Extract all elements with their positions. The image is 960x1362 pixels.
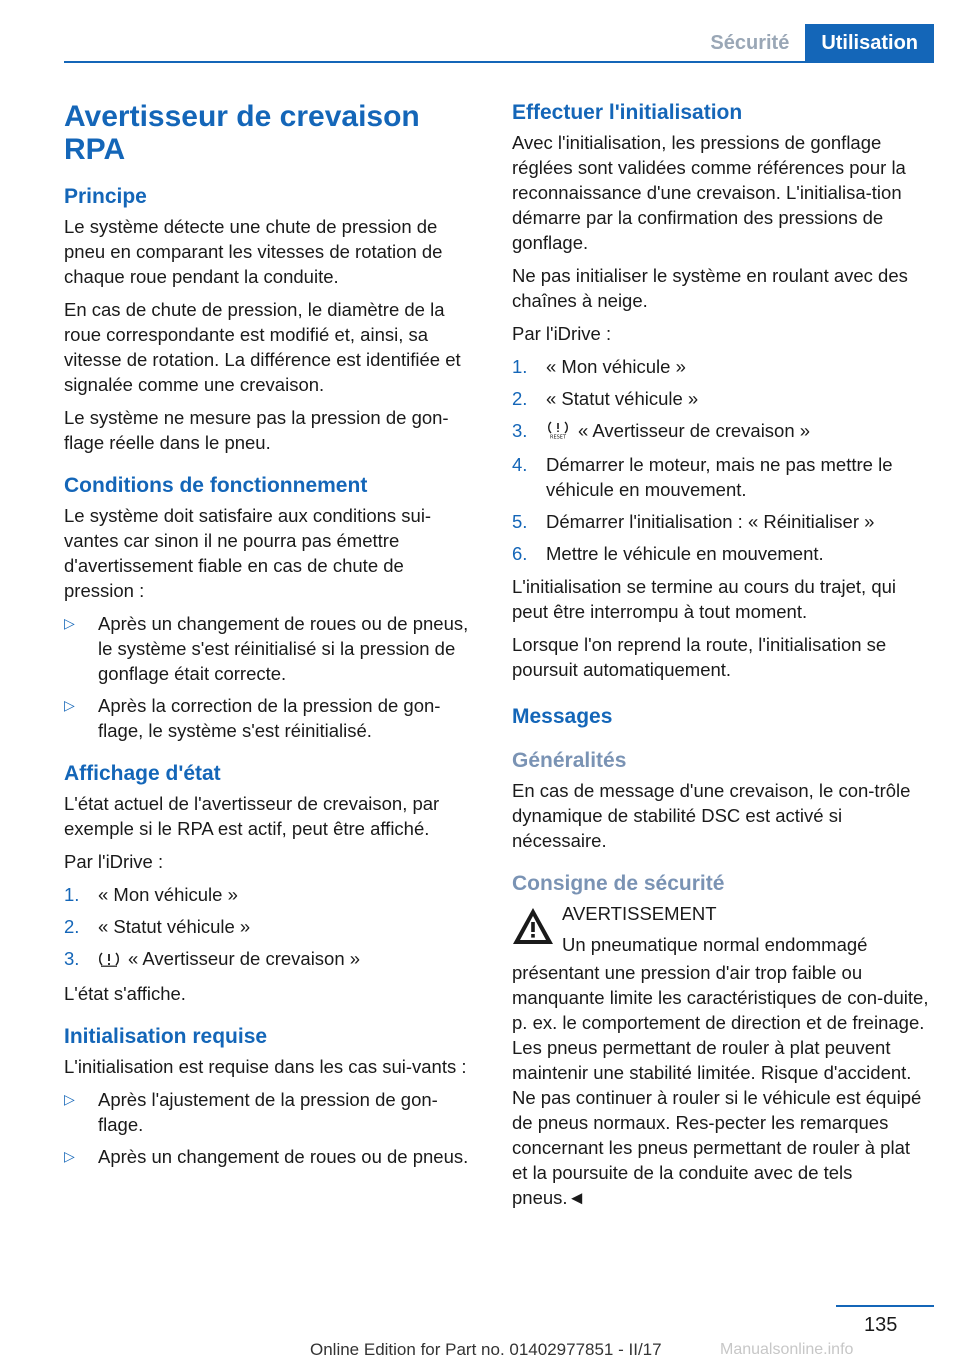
list-item-text: Après l'ajustement de la pression de gon‐flage. xyxy=(98,1088,438,1135)
section-generalites xyxy=(512,748,930,853)
footer-rule xyxy=(836,1305,934,1307)
bullet-triangle-icon: ▷ xyxy=(64,1090,75,1107)
bullet-triangle-icon: ▷ xyxy=(64,697,75,713)
effectuer-paragraph-1: Avec l'initialisation, les pressions de gonflage réglées sont validées comme références pour la reconnaissance d'une crevaison. L'initialisa‐tion démarre par la confirmation des pressions de gonflage. xyxy=(512,132,906,253)
step-text: « Avertisseur de crevaison » xyxy=(578,420,811,441)
footer-edition: Online Edition for Part no. 01402977851 - II/17 xyxy=(310,1340,662,1359)
heading-messages: Messages xyxy=(512,704,613,728)
list-item xyxy=(64,693,476,743)
principe-paragraph-3: Le système ne mesure pas la pression de gon‐flage réelle dans le pneu. xyxy=(64,407,449,453)
page-title-line1: Avertisseur de crevaison xyxy=(64,100,420,133)
step-number: 2. xyxy=(512,388,528,409)
header-tabs xyxy=(694,24,934,62)
tab-utilisation[interactable]: Utilisation xyxy=(805,24,934,62)
step-number: 1. xyxy=(512,356,528,377)
heading-consigne: Consigne de sécurité xyxy=(512,871,725,895)
heading-generalites: Généralités xyxy=(512,748,627,772)
affichage-paragraph-3: L'état s'affiche. xyxy=(64,982,186,1004)
step-text: Mettre le véhicule en mouvement. xyxy=(546,542,824,564)
bullet-triangle-icon: ▷ xyxy=(64,1147,75,1164)
list-item xyxy=(64,1144,476,1169)
generalites-paragraph: En cas de message d'une crevaison, le con‐trôle dynamique de stabilité DSC est activé si nécessaire. xyxy=(512,779,911,851)
principe-paragraph-1: Le système détecte une chute de pression de pneu en comparant les vitesses de rotation de chaque roue pendant la conduite. xyxy=(64,216,443,287)
heading-init-requise: Initialisation requise xyxy=(64,1024,268,1048)
right-column xyxy=(512,100,930,1210)
step-number: 6. xyxy=(512,542,528,564)
principe-paragraph-2: En cas de chute de pression, le diamètre de la roue correspondante est modifié et, ainsi, sa vitesse de rotation. La différence est identifiée et signalée comme une crevaison. xyxy=(64,299,461,395)
step-number: 2. xyxy=(64,916,80,937)
affichage-steps xyxy=(64,882,476,973)
step-number: 5. xyxy=(512,510,528,532)
list-item xyxy=(512,386,930,411)
list-item xyxy=(64,611,476,686)
section-principe xyxy=(64,184,476,455)
warning-body: présentant une pression d'air trop faible ou manquante limite les caractéristiques de con‐duite, p. ex. le comportement de direction et de freinage. Les pneus permettant de rouler à plat peuvent maintenir une stabilité limitée. Risque d'accident. Ne pas continuer à rouler si le véhicule est équipé de pneus normaux. Res‐pecter les remarques concernant les pneus permettant de rouler à plat et la poursuite de la conduite avec de tels pneus.◄ xyxy=(512,961,929,1208)
list-item xyxy=(512,354,930,379)
effectuer-paragraph-3: Par l'iDrive : xyxy=(512,323,612,344)
init-requise-paragraph: L'initialisation est requise dans les cas sui‐vants : xyxy=(64,1055,467,1077)
step-text: « Statut véhicule » xyxy=(546,388,699,409)
warning-line-1: Un pneumatique normal endommagé xyxy=(562,933,868,955)
page-title xyxy=(64,100,476,166)
step-number: 3. xyxy=(64,948,80,969)
heading-principe: Principe xyxy=(64,185,147,208)
step-text: « Mon véhicule » xyxy=(546,356,686,377)
section-affichage xyxy=(64,761,476,1006)
watermark: Manualsonline.info xyxy=(720,1341,854,1358)
step-text: « Avertisseur de crevaison » xyxy=(128,948,361,969)
section-consigne xyxy=(512,871,930,1210)
heading-effectuer: Effectuer l'initialisation xyxy=(512,101,743,124)
conditions-list xyxy=(64,611,476,743)
list-item xyxy=(64,914,476,939)
tab-securite[interactable]: Sécurité xyxy=(694,24,805,62)
effectuer-steps xyxy=(512,354,930,566)
step-number: 4. xyxy=(512,453,528,475)
warning-block xyxy=(512,901,930,1210)
list-item xyxy=(64,1087,476,1137)
warning-triangle-icon xyxy=(512,907,554,950)
warning-title: AVERTISSEMENT xyxy=(562,902,717,924)
svg-text:RESET: RESET xyxy=(549,434,567,439)
section-effectuer xyxy=(512,100,930,682)
list-item xyxy=(512,541,930,566)
section-messages xyxy=(512,704,930,730)
step-text: Démarrer l'initialisation : « Réinitialiser » xyxy=(546,510,875,532)
heading-affichage: Affichage d'état xyxy=(64,762,221,785)
heading-conditions: Conditions de fonctionnement xyxy=(64,474,368,497)
list-item xyxy=(512,452,930,502)
effectuer-paragraph-5: Lorsque l'on reprend la route, l'initialisation se poursuit automatiquement. xyxy=(512,633,887,680)
conditions-paragraph: Le système doit satisfaire aux conditions sui‐vantes car sinon il ne pourra pas émettre d'avertissement fiable en cas de chute de pression : xyxy=(64,505,432,601)
page-title-line2: RPA xyxy=(64,133,126,166)
step-number: 3. xyxy=(512,420,528,441)
step-number: 1. xyxy=(64,884,80,905)
list-item-text: Après un changement de roues ou de pneus, le système s'est réinitialisé si la pression de gonflage était correcte. xyxy=(98,613,469,684)
step-text: Démarrer le moteur, mais ne pas mettre le véhicule en mouvement. xyxy=(546,453,893,500)
step-text: « Statut véhicule » xyxy=(98,916,251,937)
list-item xyxy=(512,418,930,445)
list-item-text: Après un changement de roues ou de pneus. xyxy=(98,1145,469,1167)
init-requise-list xyxy=(64,1087,476,1169)
tire-reset-icon xyxy=(546,420,570,445)
bullet-triangle-icon: ▷ xyxy=(64,615,75,631)
section-init-requise xyxy=(64,1024,476,1169)
affichage-paragraph-2: Par l'iDrive : xyxy=(64,851,164,872)
list-item-text: Après la correction de la pression de gon‐flage, le système s'est réinitialisé. xyxy=(98,695,441,741)
list-item xyxy=(64,946,476,973)
effectuer-paragraph-4: L'initialisation se termine au cours du trajet, qui peut être interrompu à tout moment. xyxy=(512,575,897,622)
left-column xyxy=(64,100,476,1177)
page-number: 135 xyxy=(864,1314,898,1336)
list-item xyxy=(512,509,930,534)
step-text: « Mon véhicule » xyxy=(98,884,238,905)
tire-warning-icon xyxy=(98,948,120,973)
header-rule xyxy=(64,61,934,63)
effectuer-paragraph-2: Ne pas initialiser le système en roulant avec des chaînes à neige. xyxy=(512,265,908,311)
list-item xyxy=(64,882,476,907)
section-conditions xyxy=(64,473,476,743)
affichage-paragraph-1: L'état actuel de l'avertisseur de crevaison, par exemple si le RPA est actif, peut être affiché. xyxy=(64,793,440,839)
